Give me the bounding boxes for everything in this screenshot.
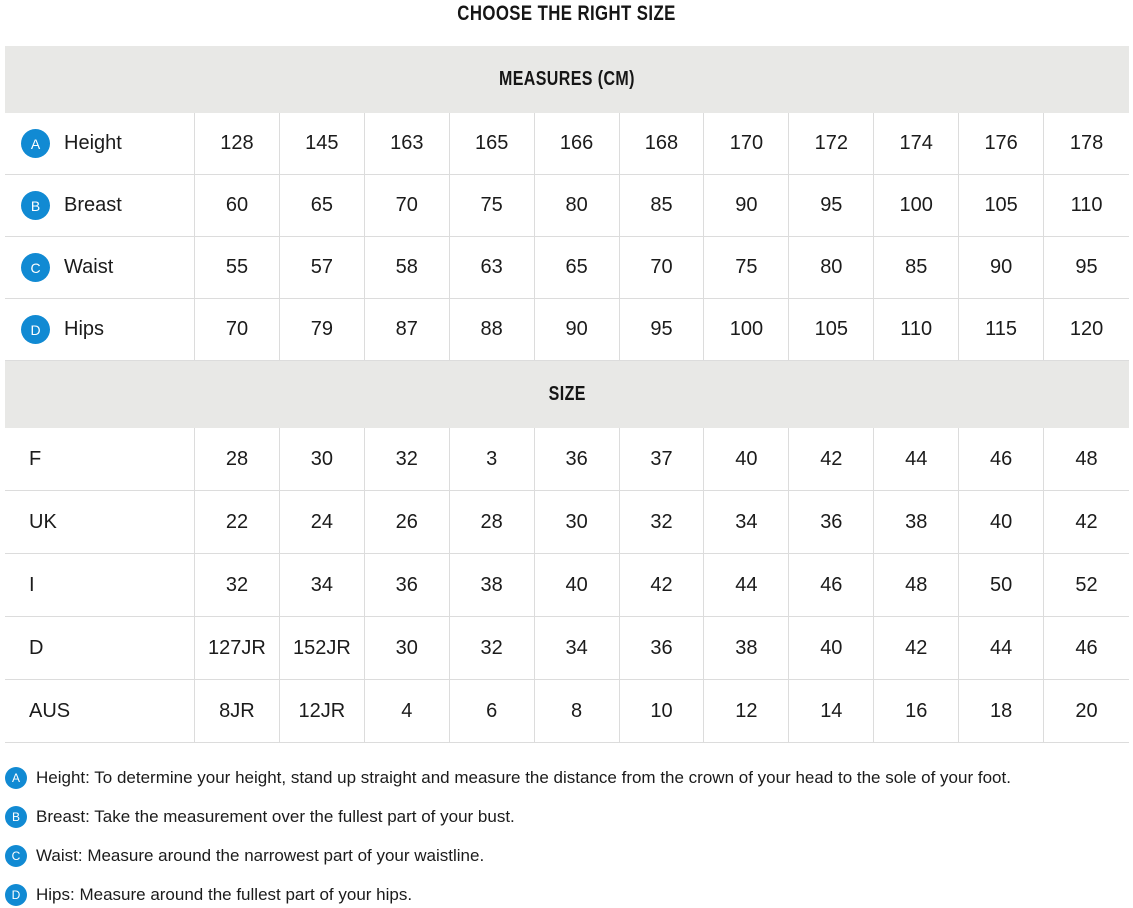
table-cell: 38 [450, 554, 535, 617]
table-cell: 32 [195, 554, 280, 617]
table-cell: 120 [1044, 299, 1129, 361]
table-cell: 16 [874, 680, 959, 743]
row-label-cell [5, 237, 195, 299]
table-cell: 26 [365, 491, 450, 554]
table-cell: 178 [1044, 113, 1129, 175]
measure-badge: B [21, 191, 50, 220]
table-cell: 10 [620, 680, 705, 743]
table-cell: 36 [365, 554, 450, 617]
row-label: Breast [64, 194, 122, 216]
table-cell: 48 [874, 554, 959, 617]
table-cell: 30 [365, 617, 450, 680]
table-cell: 6 [450, 680, 535, 743]
row-label: Height [64, 132, 122, 154]
table-cell: 34 [704, 491, 789, 554]
table-cell: 90 [959, 237, 1044, 299]
table-cell: 166 [535, 113, 620, 175]
row-label: Hips [64, 318, 105, 340]
footnote-hips [5, 875, 1133, 908]
table-cell: 40 [704, 428, 789, 491]
table-cell: 58 [365, 237, 450, 299]
table-cell: 90 [535, 299, 620, 361]
table-cell: 28 [195, 428, 280, 491]
measures-section-header-label: MEASURES (CM) [499, 68, 635, 90]
table-cell: 80 [535, 175, 620, 237]
table-cell: 32 [620, 491, 705, 554]
footnotes [5, 758, 1133, 908]
table-cell: 70 [620, 237, 705, 299]
table-cell: 87 [365, 299, 450, 361]
table-cell: 22 [195, 491, 280, 554]
table-cell: 152JR [280, 617, 365, 680]
footnote-badge-c: C [5, 845, 27, 867]
table-cell: 4 [365, 680, 450, 743]
table-cell: 95 [620, 299, 705, 361]
row-label-cell [5, 617, 195, 680]
table-cell: 65 [535, 237, 620, 299]
table-cell: 50 [959, 554, 1044, 617]
row-label-cell [5, 299, 195, 361]
table-cell: 34 [535, 617, 620, 680]
page-title-wrap [0, 0, 1133, 26]
table-cell: 127JR [195, 617, 280, 680]
measures-section-header [5, 46, 1129, 113]
row-label-cell [5, 491, 195, 554]
table-cell: 95 [789, 175, 874, 237]
footnote-text-height: Height: To determine your height, stand up straight and measure the distance from the crown of your head to the sole of your foot. [36, 767, 1011, 787]
row-label: D [29, 636, 44, 659]
table-cell: 110 [874, 299, 959, 361]
table-cell: 42 [1044, 491, 1129, 554]
table-cell: 32 [450, 617, 535, 680]
table-cell: 24 [280, 491, 365, 554]
table-cell: 88 [450, 299, 535, 361]
table-cell: 12JR [280, 680, 365, 743]
table-cell: 42 [874, 617, 959, 680]
table-cell: 110 [1044, 175, 1129, 237]
table-cell: 32 [365, 428, 450, 491]
footnote-breast [5, 797, 1133, 836]
table-cell: 40 [789, 617, 874, 680]
row-label: Waist [64, 256, 114, 278]
table-cell: 12 [704, 680, 789, 743]
table-cell: 115 [959, 299, 1044, 361]
table-cell: 40 [959, 491, 1044, 554]
footnote-text-hips: Hips: Measure around the fullest part of your hips. [36, 884, 413, 904]
row-label-cell [5, 680, 195, 743]
table-cell: 172 [789, 113, 874, 175]
row-label-cell [5, 113, 195, 175]
table-cell: 100 [874, 175, 959, 237]
table-cell: 60 [195, 175, 280, 237]
table-cell: 46 [1044, 617, 1129, 680]
table-cell: 176 [959, 113, 1044, 175]
measure-badge: D [21, 315, 50, 344]
table-cell: 44 [704, 554, 789, 617]
table-cell: 163 [365, 113, 450, 175]
table-cell: 55 [195, 237, 280, 299]
table-cell: 46 [959, 428, 1044, 491]
table-cell: 38 [874, 491, 959, 554]
table-cell: 42 [620, 554, 705, 617]
table-cell: 105 [789, 299, 874, 361]
measure-badge: C [21, 253, 50, 282]
table-cell: 20 [1044, 680, 1129, 743]
row-label-cell [5, 175, 195, 237]
row-label: F [29, 447, 42, 470]
measure-badge: A [21, 129, 50, 158]
table-cell: 168 [620, 113, 705, 175]
table-cell: 100 [704, 299, 789, 361]
footnote-text-waist: Waist: Measure around the narrowest part of your waistline. [36, 845, 485, 865]
row-label: UK [29, 510, 57, 533]
table-cell: 57 [280, 237, 365, 299]
table-cell: 18 [959, 680, 1044, 743]
footnote-badge-a: A [5, 767, 27, 789]
table-cell: 3 [450, 428, 535, 491]
table-cell: 30 [535, 491, 620, 554]
table-cell: 85 [874, 237, 959, 299]
table-cell: 75 [704, 237, 789, 299]
footnote-badge-b: B [5, 806, 27, 828]
footnote-badge-d: D [5, 884, 27, 906]
table-cell: 30 [280, 428, 365, 491]
table-cell: 145 [280, 113, 365, 175]
table-cell: 70 [365, 175, 450, 237]
table-cell: 90 [704, 175, 789, 237]
footnote-waist [5, 836, 1133, 875]
table-cell: 14 [789, 680, 874, 743]
table-cell: 65 [280, 175, 365, 237]
table-cell: 42 [789, 428, 874, 491]
table-cell: 80 [789, 237, 874, 299]
size-chart-table [5, 46, 1129, 743]
table-cell: 128 [195, 113, 280, 175]
row-label: AUS [29, 699, 71, 722]
table-cell: 8 [535, 680, 620, 743]
table-cell: 48 [1044, 428, 1129, 491]
row-label-cell [5, 554, 195, 617]
table-cell: 36 [535, 428, 620, 491]
row-label-cell [5, 428, 195, 491]
table-cell: 8JR [195, 680, 280, 743]
table-cell: 36 [789, 491, 874, 554]
table-cell: 52 [1044, 554, 1129, 617]
table-cell: 44 [959, 617, 1044, 680]
table-cell: 46 [789, 554, 874, 617]
table-cell: 44 [874, 428, 959, 491]
table-cell: 79 [280, 299, 365, 361]
table-cell: 28 [450, 491, 535, 554]
table-cell: 105 [959, 175, 1044, 237]
footnote-height [5, 758, 1133, 797]
size-section-header [5, 361, 1129, 428]
table-cell: 37 [620, 428, 705, 491]
table-cell: 70 [195, 299, 280, 361]
table-cell: 75 [450, 175, 535, 237]
table-cell: 34 [280, 554, 365, 617]
table-cell: 95 [1044, 237, 1129, 299]
table-cell: 40 [535, 554, 620, 617]
table-cell: 38 [704, 617, 789, 680]
row-label: I [29, 573, 35, 596]
page-title: CHOOSE THE RIGHT SIZE [457, 2, 676, 25]
table-cell: 36 [620, 617, 705, 680]
table-cell: 63 [450, 237, 535, 299]
table-cell: 174 [874, 113, 959, 175]
table-cell: 170 [704, 113, 789, 175]
table-cell: 165 [450, 113, 535, 175]
size-section-header-label: SIZE [548, 383, 586, 405]
footnote-text-breast: Breast: Take the measurement over the fullest part of your bust. [36, 806, 515, 826]
table-cell: 85 [620, 175, 705, 237]
